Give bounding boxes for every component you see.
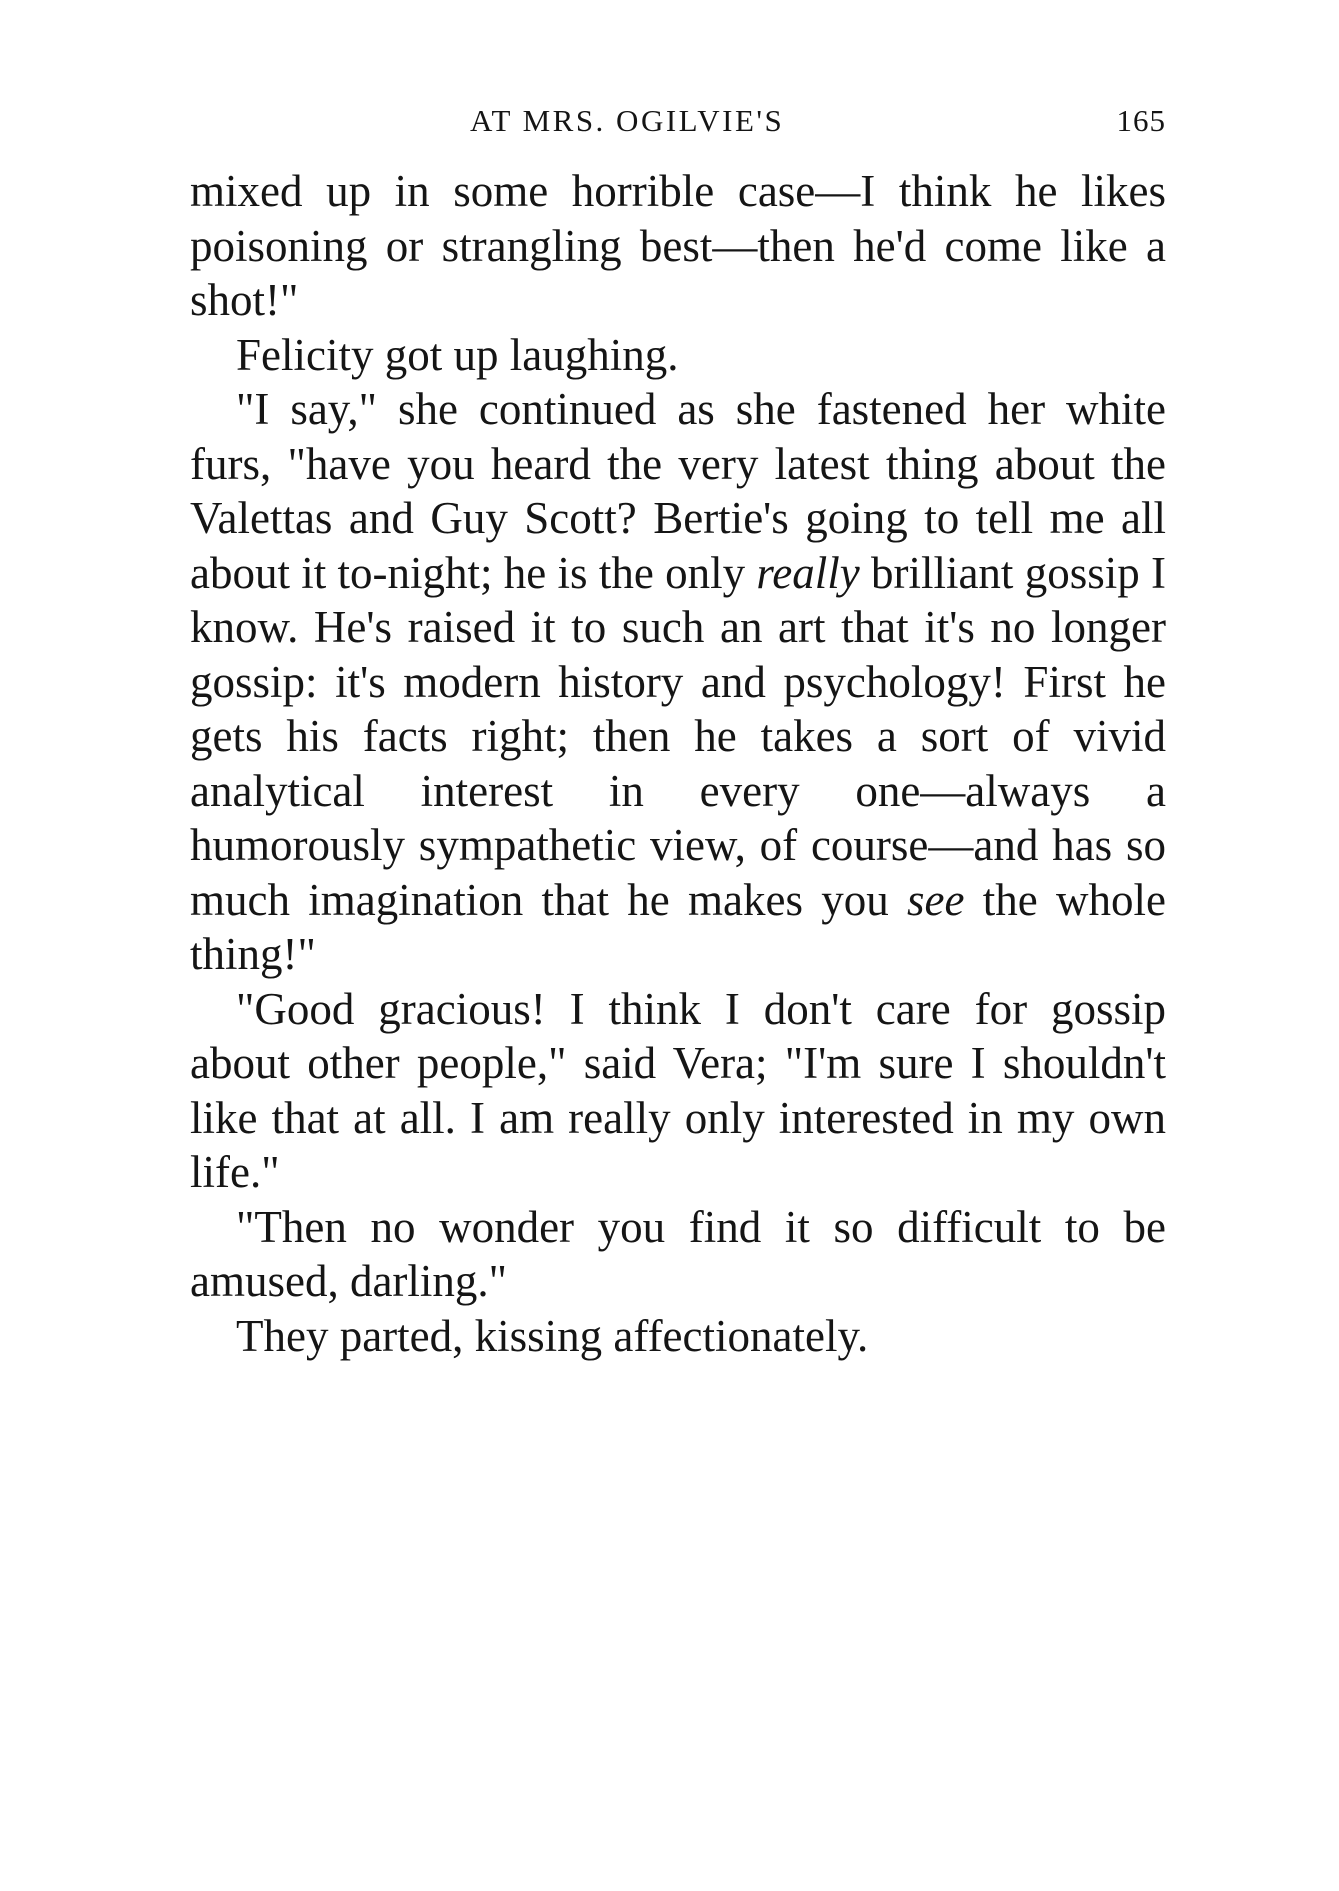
speech-part-3: the whole thing!" [190, 874, 1166, 979]
paragraph-felicity-speech [190, 382, 1166, 982]
italic-see: see [907, 874, 965, 925]
speech-part-2: brilliant gossip I know. He's raised it to such an art that it's no longer gossip: it's modern history and psychology! First he gets his facts right; then he takes a sort of vivid analytical interest in every one—always a humorously sympathetic view, of course—and has so much imagination that he makes you [190, 547, 1167, 925]
paragraph-continuation: mixed up in some horrible case—I think he likes poisoning or strangling best—then he'd come like a shot!" [190, 166, 1166, 325]
paragraph-parting: They parted, kissing affectionately. [236, 1310, 869, 1361]
speech-part-1: "I say," she continued as she fastened her white furs, "have you heard the very latest thing about the Valettas and Guy Scott? Bertie's going to tell me all about it to-night; he is the only [190, 384, 1166, 598]
paragraph-felicity-retort: "Then no wonder you find it so difficult to be amused, darling." [190, 1201, 1166, 1306]
paragraph-vera-reply: "Good gracious! I think I don't care for gossip about other people," said Vera; "I'm sure I shouldn't like that at all. I am really only interested in my own life." [190, 983, 1166, 1197]
italic-really: really [756, 547, 860, 598]
running-title: AT MRS. OGILVIE'S [470, 103, 785, 138]
page-number: 165 [1116, 103, 1166, 138]
paragraph-felicity-laughing: Felicity got up laughing. [236, 329, 679, 380]
body-text [190, 164, 1166, 1363]
running-head [190, 96, 1166, 146]
